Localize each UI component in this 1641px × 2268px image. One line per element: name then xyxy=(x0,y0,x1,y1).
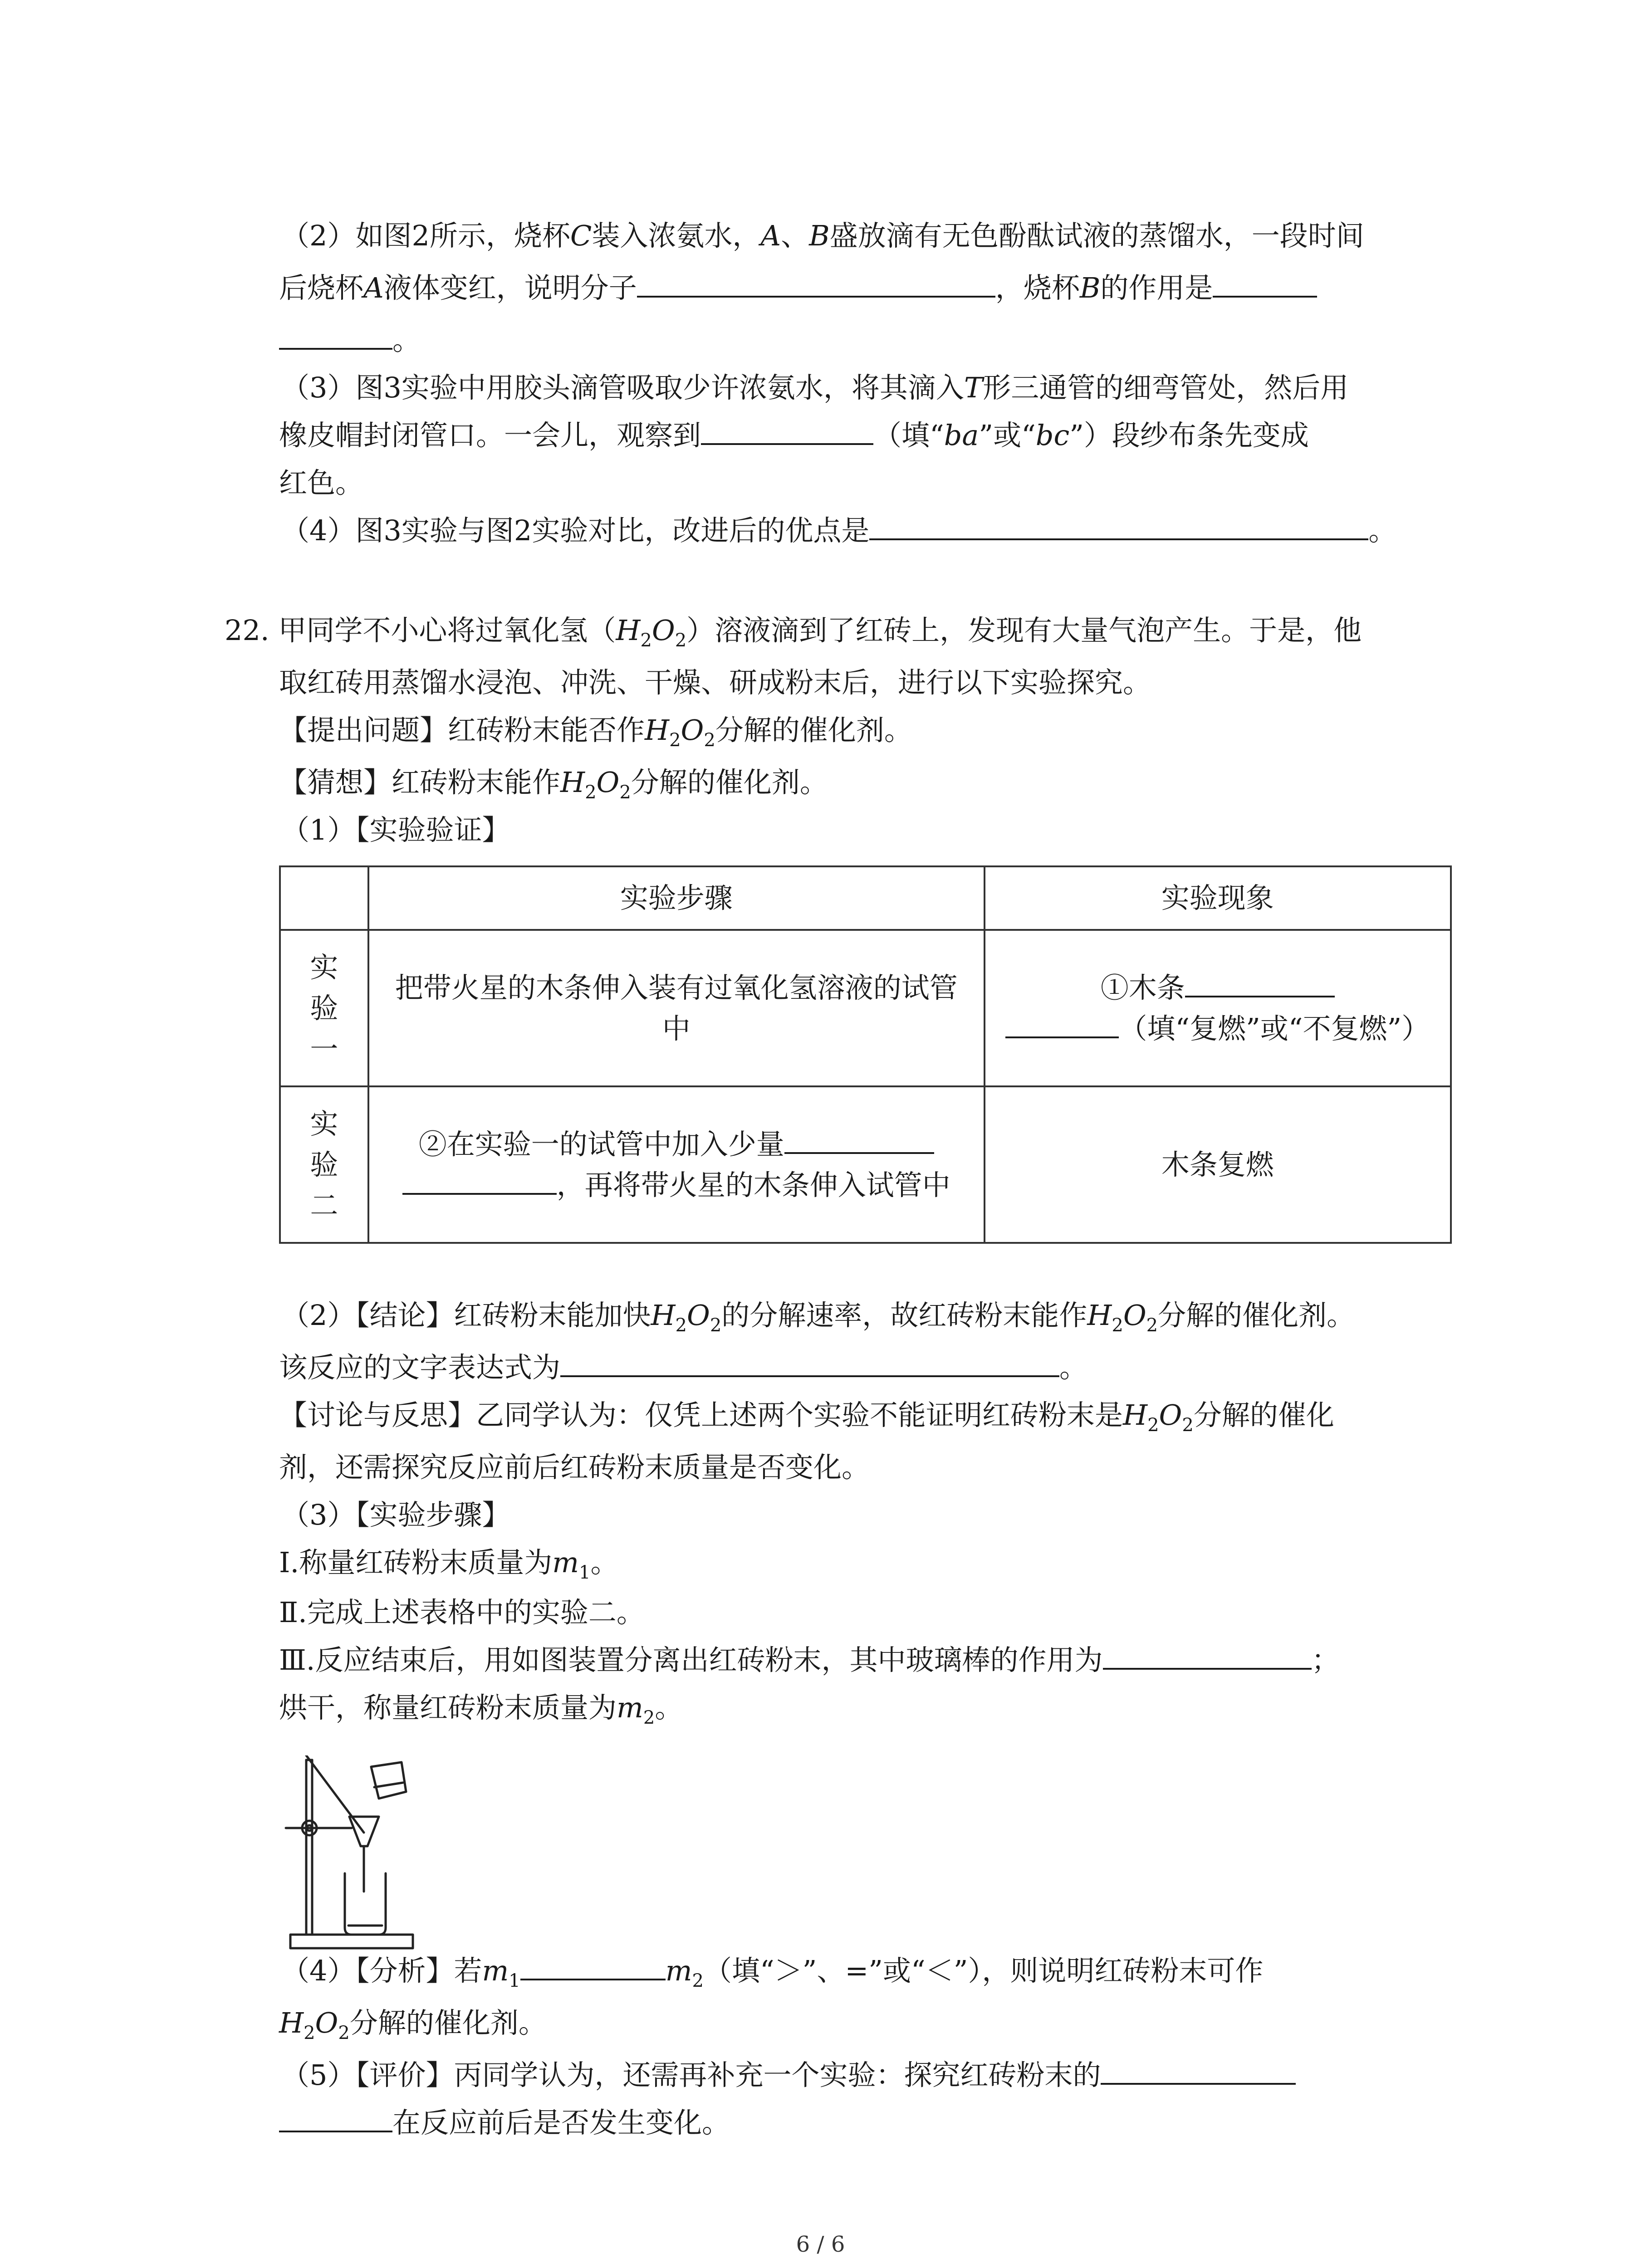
q22-question xyxy=(279,710,912,761)
text: Ⅲ.反应结束后，用如图装置分离出红砖粉末，其中玻璃棒的作用为 xyxy=(279,1643,1103,1677)
text: 。 xyxy=(1368,514,1397,547)
answer-blank[interactable] xyxy=(402,1165,557,1195)
text: 【提出问题】红砖粉末能否作 xyxy=(279,714,645,747)
text: （5）【评价】丙同学认为，还需再补充一个实验：探究红砖粉末的 xyxy=(281,2058,1101,2092)
row-observation xyxy=(985,930,1451,1086)
text: 分解的催化剂。 xyxy=(349,2006,547,2039)
text: 【讨论与反思】乙同学认为：仅凭上述两个实验不能证明红砖粉末是 xyxy=(279,1398,1123,1432)
text: ，烧杯 xyxy=(995,271,1080,304)
text: （2）如图2所示，烧杯 xyxy=(281,219,570,252)
text: 、 xyxy=(781,219,809,252)
text: （填“ xyxy=(873,419,944,452)
text: 。 xyxy=(1059,1351,1088,1384)
row-observation: 木条复燃 xyxy=(985,1086,1451,1243)
q22-step2 xyxy=(279,1592,645,1633)
text: （3）图3实验中用胶头滴管吸取少许浓氨水，将其滴入 xyxy=(281,371,964,404)
q22-line1 xyxy=(225,610,1362,661)
text: 该反应的文字表达式为 xyxy=(279,1351,561,1384)
var-a: A xyxy=(760,219,781,252)
answer-blank[interactable] xyxy=(784,1124,934,1154)
q21-p3-line3 xyxy=(279,463,363,503)
header-step: 实验步骤 xyxy=(368,866,985,930)
text: 。 xyxy=(590,1546,619,1579)
question-number: 22. xyxy=(225,614,269,647)
text: 的分解速率，故红砖粉末能作 xyxy=(721,1299,1087,1332)
text: （1）【实验验证】 xyxy=(281,813,510,846)
q21-p2-line3 xyxy=(279,320,421,361)
q22-discussion-2 xyxy=(279,1447,870,1488)
text: 取红砖用蒸馏水浸泡、冲洗、干燥、研成粉末后，进行以下实验探究。 xyxy=(279,666,1151,699)
filtration-apparatus-figure xyxy=(281,1755,426,1955)
q22-section1 xyxy=(281,810,510,850)
text: 形三通管的细弯管处，然后用 xyxy=(983,371,1349,404)
text: 【猜想】红砖粉末能作 xyxy=(279,766,561,799)
text: 在反应前后是否发生变化。 xyxy=(392,2106,730,2139)
experiment-table xyxy=(279,865,1452,1244)
text: ； xyxy=(1311,1643,1340,1677)
var-b: B xyxy=(809,219,830,252)
table-header-row xyxy=(280,866,1451,930)
text: 分解的催化剂。 xyxy=(631,766,828,799)
table-row xyxy=(280,1086,1451,1243)
text: 后烧杯 xyxy=(279,271,364,304)
q22-step3-2 xyxy=(279,1687,683,1738)
var-m1: $m_1$ xyxy=(552,1546,591,1583)
text: 烘干，称量红砖粉末质量为 xyxy=(279,1691,617,1724)
q22-analysis-2 xyxy=(279,2003,547,2053)
answer-blank[interactable] xyxy=(279,2102,392,2132)
text: 分解的催化剂。 xyxy=(1158,1299,1355,1332)
var-ba: ba xyxy=(944,419,979,452)
answer-blank[interactable] xyxy=(1213,268,1317,298)
var-m2: $m_2$ xyxy=(617,1691,655,1728)
formula-h2o2: $H_2O_2$ xyxy=(279,2006,350,2043)
text: 液体变红，说明分子 xyxy=(383,271,637,304)
var-m1: $m_1$ xyxy=(482,1954,520,1991)
table-cell-empty xyxy=(280,866,368,930)
text: 。 xyxy=(655,1691,683,1724)
answer-blank[interactable] xyxy=(520,1950,666,1980)
formula-h2o2: $H_2O_2$ xyxy=(560,766,631,803)
text: （4）【分析】若 xyxy=(281,1954,482,1987)
q22-evaluation xyxy=(281,2055,1296,2096)
q21-p2-line2 xyxy=(279,268,1317,308)
answer-blank[interactable] xyxy=(701,415,873,445)
answer-blank[interactable] xyxy=(1005,1008,1119,1038)
formula-h2o2: $H_2O_2$ xyxy=(1087,1299,1158,1336)
header-observation: 实验现象 xyxy=(985,866,1451,930)
text: ”或“ xyxy=(979,419,1036,452)
text: Ⅱ.完成上述表格中的实验二。 xyxy=(279,1596,645,1629)
text: 的作用是 xyxy=(1100,271,1213,304)
var-c: C xyxy=(570,219,592,252)
var-m2: $m_2$ xyxy=(665,1954,704,1991)
text: Ⅰ.称量红砖粉末质量为 xyxy=(279,1546,553,1579)
answer-blank[interactable] xyxy=(1185,968,1335,997)
q22-step1 xyxy=(279,1542,618,1593)
text: 红色。 xyxy=(279,466,364,499)
text: （填“＞”、=”或“＜”），则说明红砖粉末可作 xyxy=(703,1954,1264,1987)
q22-guess xyxy=(279,762,828,813)
formula-h2o2: $H_2O_2$ xyxy=(651,1299,722,1336)
answer-blank[interactable] xyxy=(560,1347,1059,1377)
text: 橡皮帽封闭管口。一会儿，观察到 xyxy=(279,419,701,452)
q22-section3 xyxy=(281,1495,510,1535)
formula-h2o2: $H_2O_2$ xyxy=(616,614,687,651)
row-step xyxy=(368,1086,985,1243)
text: （3）【实验步骤】 xyxy=(281,1498,510,1531)
text: 剂，还需探究反应前后红砖粉末质量是否变化。 xyxy=(279,1451,870,1484)
q21-p3-line2 xyxy=(279,415,1309,456)
q21-p2-line1 xyxy=(281,215,1364,256)
text: ②在实验一的试管中加入少量 xyxy=(418,1127,784,1161)
page-number: 6 / 6 xyxy=(796,2232,845,2257)
formula-h2o2: $H_2O_2$ xyxy=(1123,1398,1194,1436)
answer-blank[interactable] xyxy=(1103,1640,1312,1670)
answer-blank[interactable] xyxy=(279,320,392,350)
q21-p3-line1 xyxy=(281,367,1348,408)
q22-evaluation-2 xyxy=(279,2102,730,2143)
answer-blank[interactable] xyxy=(869,510,1368,540)
text: ①木条 xyxy=(1100,971,1185,1004)
q22-line2 xyxy=(279,662,1151,703)
var-t: T xyxy=(964,371,983,404)
text: （填“复燃”或“不复燃”） xyxy=(1119,1012,1430,1045)
text: 分解的催化 xyxy=(1193,1398,1334,1432)
var-a: A xyxy=(363,271,384,304)
row-name: 实验一 xyxy=(280,930,368,1086)
text: 装入浓氨水， xyxy=(592,219,761,252)
text: ”）段纱布条先变成 xyxy=(1069,419,1309,452)
text: 甲同学不小心将过氧化氢（ xyxy=(278,614,616,647)
text: 分解的催化剂。 xyxy=(715,714,912,747)
row-name: 实验二 xyxy=(280,1086,368,1243)
var-bc: bc xyxy=(1035,419,1070,452)
formula-h2o2: $H_2O_2$ xyxy=(645,714,715,751)
q22-analysis xyxy=(281,1950,1263,2001)
var-b: B xyxy=(1079,271,1101,304)
q21-p4-line xyxy=(281,510,1396,551)
text: ，再将带火星的木条伸入试管中 xyxy=(556,1168,950,1202)
answer-blank[interactable] xyxy=(637,268,995,298)
row-step: 把带火星的木条伸入装有过氧化氢溶液的试管中 xyxy=(368,930,985,1086)
q22-conclusion xyxy=(281,1295,1355,1346)
text: ）溶液滴到了红砖上，发现有大量气泡产生。于是，他 xyxy=(686,614,1362,647)
table-row xyxy=(280,930,1451,1086)
q22-discussion xyxy=(279,1395,1334,1446)
text: 盛放滴有无色酚酞试液的蒸馏水，一段时间 xyxy=(829,219,1364,252)
text: 。 xyxy=(392,323,421,357)
text: （4）图3实验与图2实验对比，改进后的优点是 xyxy=(281,514,870,547)
q22-step3 xyxy=(279,1640,1340,1681)
answer-blank[interactable] xyxy=(1101,2055,1296,2085)
text: （2）【结论】红砖粉末能加快 xyxy=(281,1299,651,1332)
q22-expression xyxy=(279,1347,1087,1388)
